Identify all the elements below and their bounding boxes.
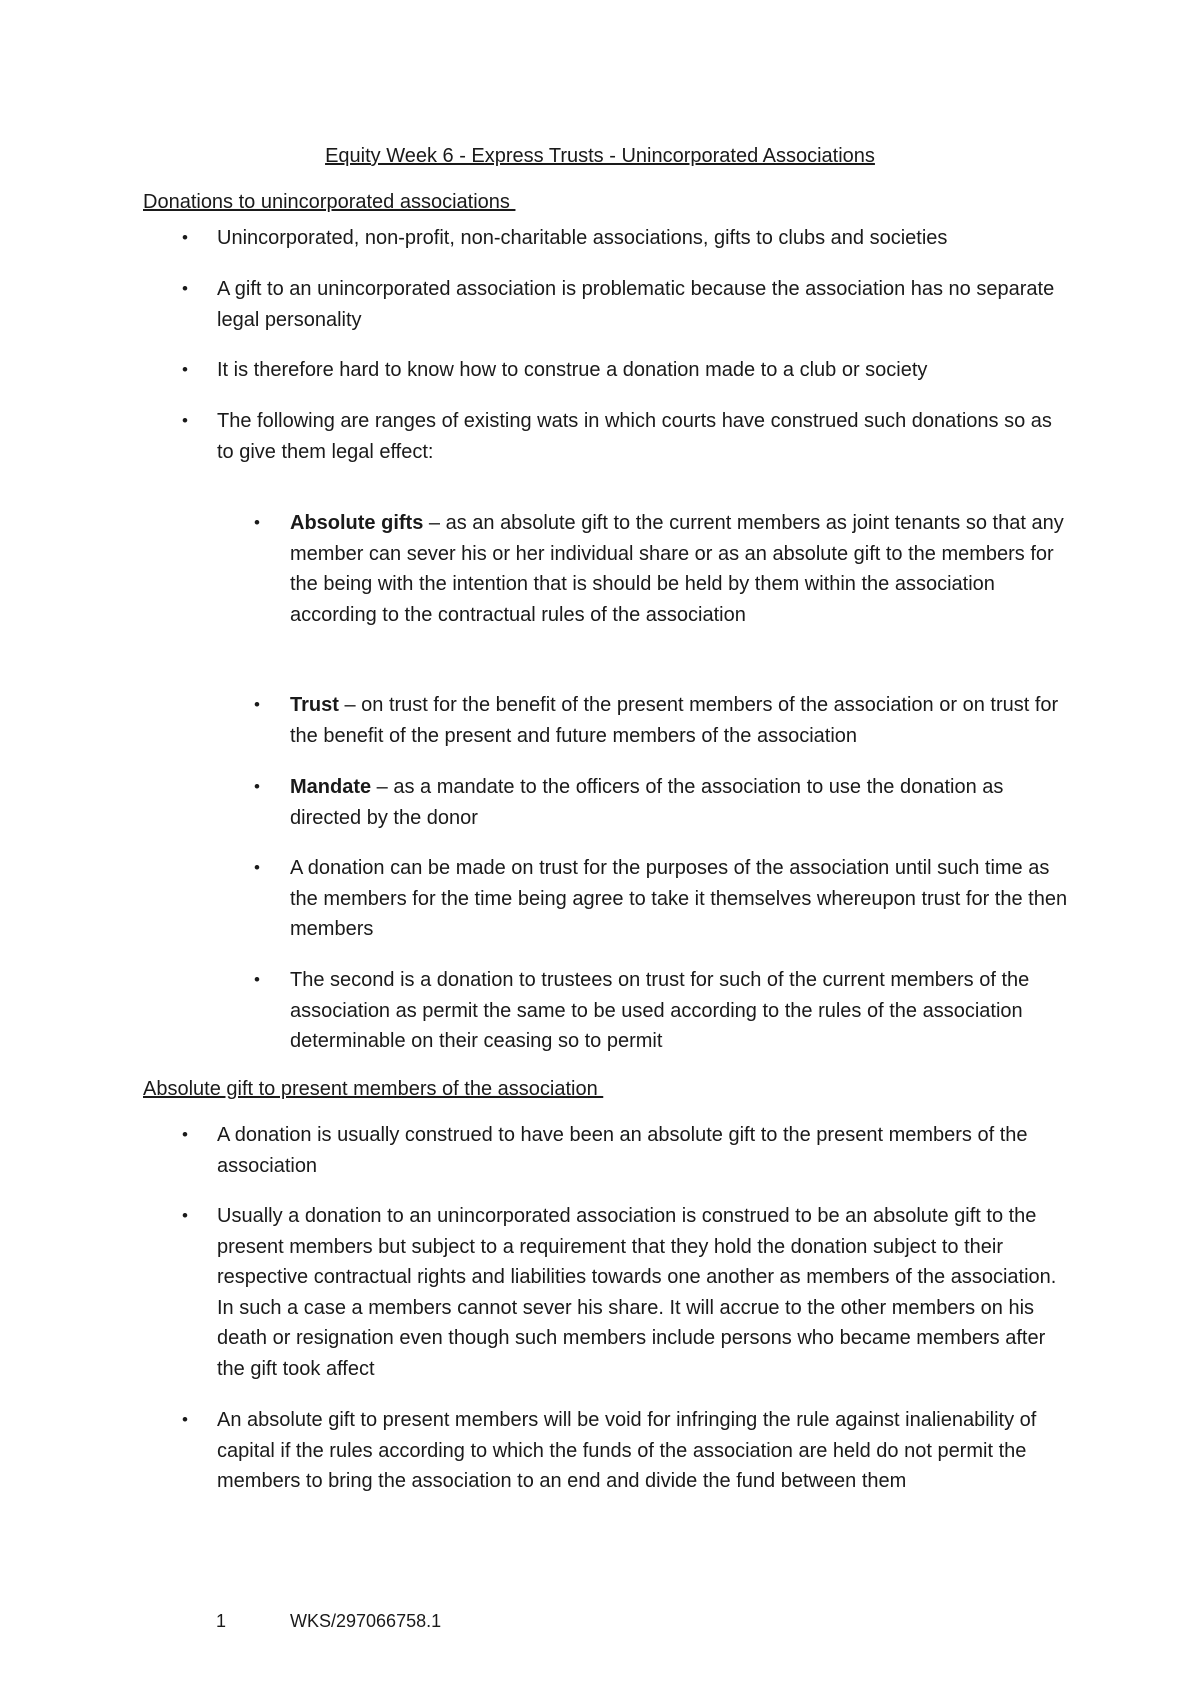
list-item-text: A donation can be made on trust for the purposes of the association until such time as the members for the time being agree to take it themselves whereupon trust for the then members (290, 857, 1068, 940)
list-item-text: A donation is usually construed to have been an absolute gift to the present members of the association (217, 1124, 1028, 1177)
bullet-icon: • (182, 1206, 188, 1225)
bullet-icon: • (182, 228, 188, 247)
bullet-icon: • (254, 777, 260, 796)
bullet-icon: • (254, 513, 260, 532)
section-heading-absolute-gift: Absolute gift to present members of the association (143, 1078, 604, 1100)
document-reference: WKS/297066758.1 (290, 1611, 442, 1631)
term-label: Trust (290, 694, 339, 716)
sub-list-item (254, 965, 1070, 1057)
section-heading-donations: Donations to unincorporated associations (143, 191, 516, 213)
sub-list-item-trust (254, 690, 1070, 751)
sub-list-item (254, 853, 1070, 945)
list-item (182, 274, 1067, 335)
list-item-text: Usually a donation to an unincorporated association is construed to be an absolute gift to the present members but subject to a requirement that they hold the donation subject to their respective contractual rights and liabilities towards one another as members of the association. In such a case a members cannot sever his share. It will accrue to the other members on his death or resignation even though such members include persons who became members after the gift took affect (217, 1205, 1057, 1380)
sub-list-item-absolute-gifts (254, 508, 1070, 630)
page-number: 1 (216, 1611, 227, 1631)
sub-list-item-mandate (254, 772, 1070, 833)
list-item-text: – as an absolute gift to the current members as joint tenants so that any member can sever his or her individual share or as an absolute gift to the members for the being with the intention that is should be held by them within the association according to the contractual rules of the association (290, 512, 1064, 626)
bullet-icon: • (182, 411, 188, 430)
list-item-text: An absolute gift to present members will be void for infringing the rule against inalienability of capital if the rules according to which the funds of the association are held do not permit the members to bring the association to an end and divide the fund between them (217, 1409, 1037, 1492)
list-item-text: – on trust for the benefit of the present members of the association or on trust for the benefit of the present and future members of the association (290, 694, 1059, 747)
bullet-icon: • (182, 1410, 188, 1429)
list-item-text: – as a mandate to the officers of the association to use the donation as directed by the donor (290, 776, 1004, 829)
bullet-icon: • (254, 695, 260, 714)
list-item (182, 223, 1067, 254)
bullet-icon: • (254, 858, 260, 877)
list-item (182, 1405, 1067, 1497)
list-item-text: It is therefore hard to know how to construe a donation made to a club or society (217, 359, 928, 381)
list-item (182, 355, 1067, 386)
list-item-text: The second is a donation to trustees on trust for such of the current members of the association as permit the same to be used according to the rules of the association determinable on their ceasing so to permit (290, 969, 1030, 1052)
list-item-text: A gift to an unincorporated association is problematic because the association has no separate legal personality (217, 278, 1055, 331)
list-item (182, 406, 1067, 467)
bullet-icon: • (182, 279, 188, 298)
bullet-icon: • (182, 360, 188, 379)
list-item (182, 1120, 1067, 1181)
bullet-icon: • (182, 1125, 188, 1144)
list-item-text: Unincorporated, non-profit, non-charitable associations, gifts to clubs and societies (217, 227, 948, 249)
term-label: Mandate (290, 776, 372, 798)
bullet-icon: • (254, 970, 260, 989)
term-label: Absolute gifts (290, 512, 424, 534)
document-title: Equity Week 6 - Express Trusts - Unincorporated Associations (325, 145, 875, 167)
list-item-text: The following are ranges of existing wats in which courts have construed such donations so as to give them legal effect: (217, 410, 1052, 463)
list-item (182, 1201, 1067, 1384)
